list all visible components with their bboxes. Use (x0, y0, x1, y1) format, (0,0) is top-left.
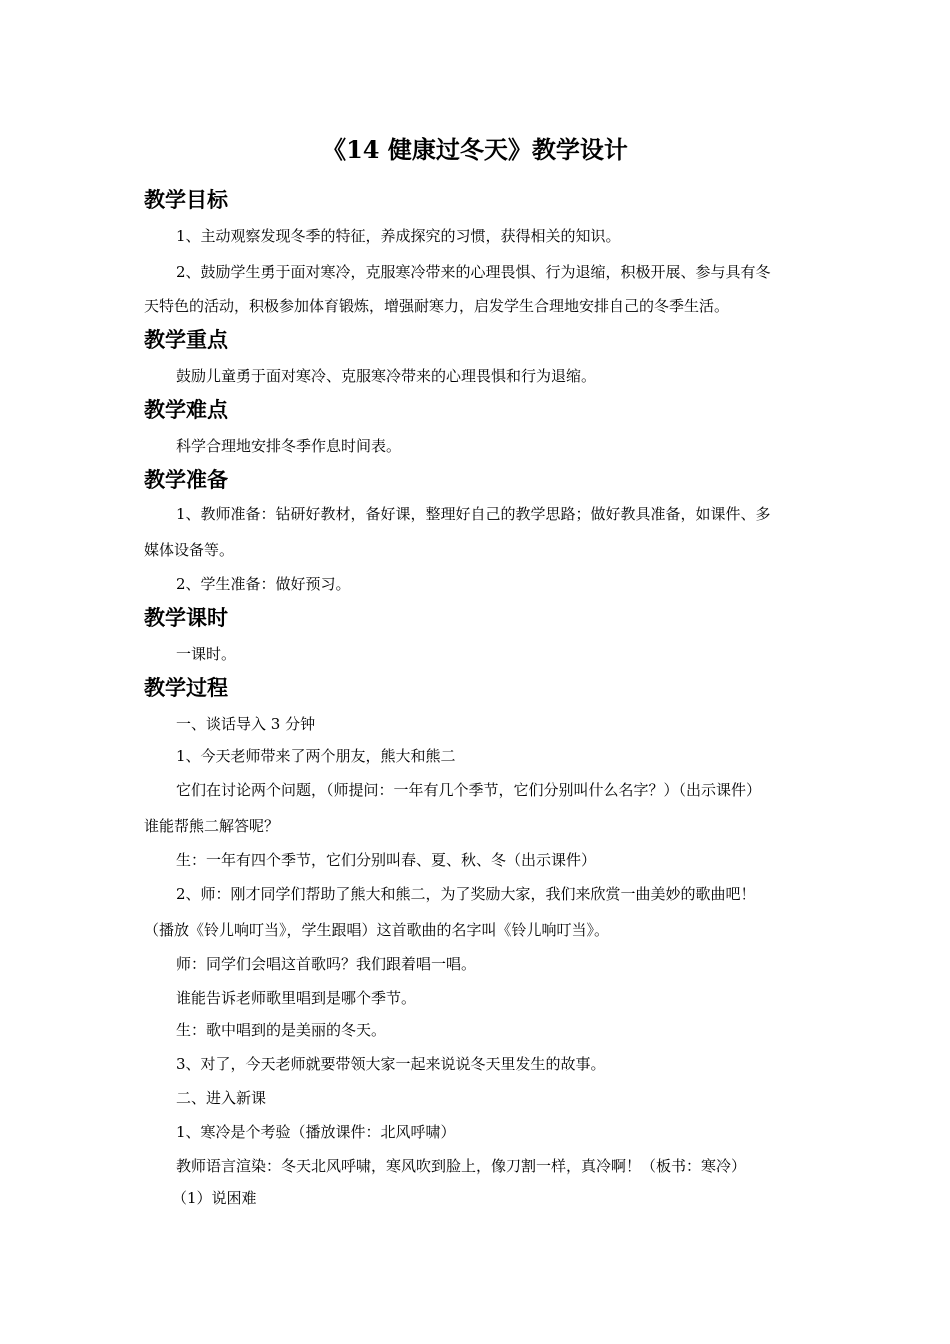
preparation-item-2: 2、学生准备：做好预习。 (176, 575, 351, 593)
process-item-9: 3、对了，今天老师就要带领大家一起来说说冬天里发生的故事。 (176, 1055, 606, 1073)
document-title: 《14 健康过冬天》教学设计 (322, 135, 628, 164)
process-item-3-continued: 谁能帮熊二解答呢？ (144, 817, 280, 835)
heading-goals: 教学目标 (144, 187, 228, 212)
process-item-12: 教师语言渲染：冬天北风呼啸，寒风吹到脸上，像刀割一样，真冷啊！（板书：寒冷） (176, 1157, 747, 1175)
key-points-item-1: 鼓励儿童勇于面对寒冷、克服寒冷带来的心理畏惧和行为退缩。 (176, 367, 597, 385)
process-item-7: 谁能告诉老师歌里唱到是哪个季节。 (176, 989, 417, 1007)
heading-preparation: 教学准备 (144, 467, 228, 492)
goals-item-2-continued: 天特色的活动，积极参加体育锻炼，增强耐寒力，启发学生合理地安排自己的冬季生活。 (144, 297, 730, 315)
heading-process: 教学过程 (144, 675, 228, 700)
periods-item-1: 一课时。 (176, 645, 237, 663)
process-item-13: （1）说困难 (172, 1189, 257, 1207)
preparation-item-1: 1、教师准备：钻研好教材，备好课，整理好自己的教学思路；做好教具准备，如课件、多 (176, 505, 771, 523)
heading-difficulties: 教学难点 (144, 397, 228, 422)
process-item-4: 生：一年有四个季节，它们分别叫春、夏、秋、冬（出示课件） (176, 851, 597, 869)
preparation-item-1-continued: 媒体设备等。 (144, 541, 235, 559)
process-item-11: 1、寒冷是个考验（播放课件：北风呼啸） (176, 1123, 456, 1141)
process-item-10: 二、进入新课 (176, 1089, 267, 1107)
goals-item-2: 2、鼓励学生勇于面对寒冷，克服寒冷带来的心理畏惧、行为退缩，积极开展、参与具有冬 (176, 263, 771, 281)
heading-key-points: 教学重点 (144, 327, 228, 352)
process-item-5-continued: （播放《铃儿响叮当》，学生跟唱）这首歌曲的名字叫《铃儿响叮当》。 (144, 921, 610, 939)
goals-item-1: 1、主动观察发现冬季的特征，养成探究的习惯，获得相关的知识。 (176, 227, 621, 245)
process-item-5: 2、师：刚才同学们帮助了熊大和熊二，为了奖励大家，我们来欣赏一曲美妙的歌曲吧！ (176, 885, 756, 903)
process-item-2: 1、今天老师带来了两个朋友，熊大和熊二 (176, 747, 456, 765)
process-item-8: 生：歌中唱到的是美丽的冬天。 (176, 1021, 387, 1039)
process-item-6: 师：同学们会唱这首歌吗？我们跟着唱一唱。 (176, 955, 477, 973)
process-item-3: 它们在讨论两个问题，（师提问：一年有几个季节，它们分别叫什么名字？）（出示课件） (176, 781, 762, 799)
process-item-1: 一、谈话导入 3 分钟 (176, 715, 316, 733)
heading-periods: 教学课时 (144, 605, 228, 630)
difficulties-item-1: 科学合理地安排冬季作息时间表。 (176, 437, 402, 455)
